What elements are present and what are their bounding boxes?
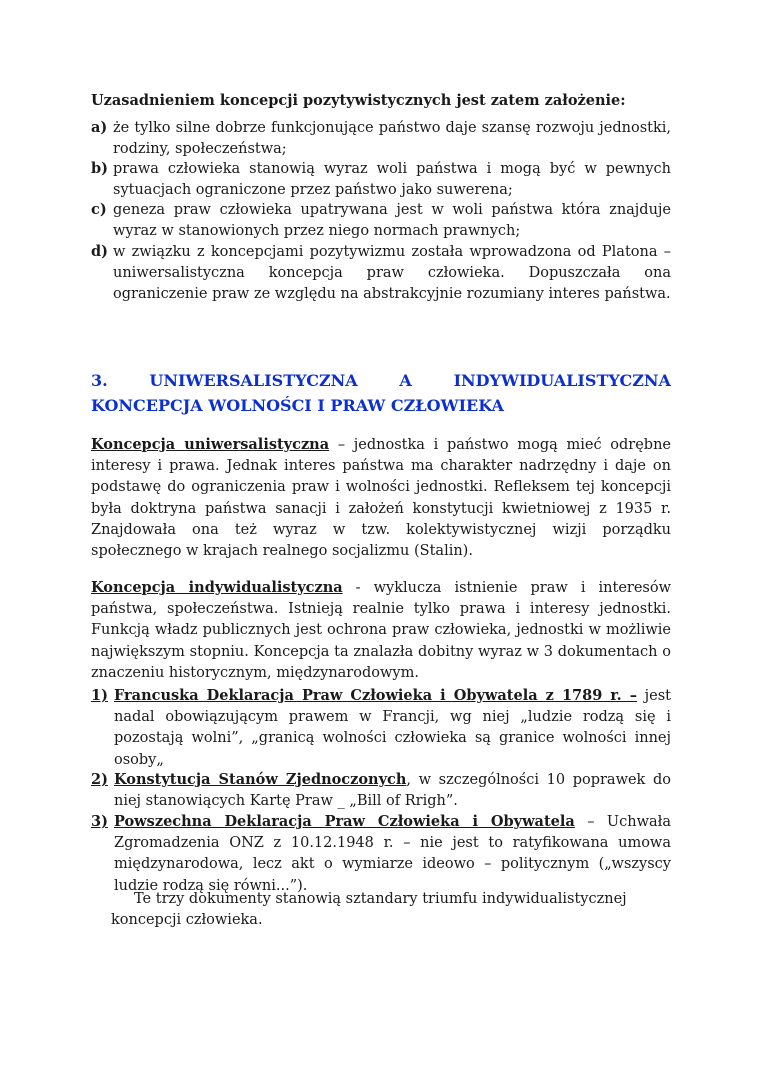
individual-text: - wyklucza istnienie praw i interesów państwa, społeczeństwa. Istnieją realnie tylko prawa i interesy jednostki. Funkcją władz publicznych jest ochrona praw człowieka, jednostki w możliwie największym stopniu. Koncepcja ta znalazła dobitny wyraz w 3 dokumentach o znaczeniu historycznym, międzynarodowym.	[91, 580, 671, 681]
option-label: a)	[91, 119, 108, 136]
item-title: Francuska Deklaracja Praw Człowieka i Obywatela z 1789 r. –	[114, 687, 638, 704]
document-item-2	[91, 769, 671, 812]
item-number: 1)	[91, 687, 108, 704]
item-number: 3)	[91, 813, 108, 830]
section-heading-line2: KONCEPCJA WOLNOŚCI I PRAW CZŁOWIEKA	[91, 396, 504, 415]
universal-paragraph	[91, 434, 671, 562]
option-b	[91, 159, 671, 201]
section-heading-line1	[91, 368, 671, 393]
item-text: , w szczególności 10 poprawek do niej stanowiących Kartę Praw _ „Bill of Rrigh”.	[114, 772, 671, 810]
heading-word: A	[399, 371, 412, 390]
section-heading	[91, 368, 671, 418]
option-label: d)	[91, 243, 108, 260]
section-number: 3.	[91, 371, 108, 390]
item-title: Powszechna Deklaracja Praw Człowieka i Obywatela	[114, 813, 575, 830]
option-c	[91, 200, 671, 242]
item-title: Konstytucja Stanów Zjednoczonych	[114, 771, 407, 788]
option-text: w związku z koncepcjami pozytywizmu została wprowadzona od Platona – uniwersalistyczna koncepcja praw człowieka. Dopuszczała ona ograniczenie praw ze względu na abstrakcyjnie rozumiany interes państwa.	[113, 244, 671, 302]
item-text: – Uchwała Zgromadzenia ONZ z 10.12.1948 r. – nie jest to ratyfikowana umowa międzynarodowa, lecz akt o wymiarze ideowo – politycznym („wszyscy ludzie rodzą się równi...”).	[114, 814, 671, 894]
item-body	[114, 811, 671, 897]
closing-paragraph	[91, 889, 671, 931]
item-text: jest nadal obowiązującym prawem w Francji, wg niej „ludzie rodzą się i pozostają wolni”, „granicą wolności człowieka są granice wolności innej osoby„	[114, 688, 671, 768]
universal-term: Koncepcja uniwersalistyczna	[91, 436, 330, 453]
document-item-3	[91, 811, 671, 897]
option-text: prawa człowieka stanowią wyraz woli państwa i mogą być w pewnych sytuacjach ograniczone przez państwo jako suwerena;	[113, 161, 671, 198]
universal-text: – jednostka i państwo mogą mieć odrębne interesy i prawa. Jednak interes państwa ma charakter nadrzędny i daje on podstawę do ograniczenia praw i wolności jednostki. Refleksem tej koncepcji była doktryna państwa sanacji i założeń konstytucji kwietniowej z 1935 r. Znajdowała ona też wyraz w tzw. kolektywistycznej wizji porządku społecznego w krajach realnego socjalizmu (Stalin).	[91, 437, 671, 560]
option-label: c)	[91, 201, 107, 218]
intro-sentence: Uzasadnieniem koncepcji pozytywistycznych jest zatem założenie:	[91, 92, 626, 109]
item-body	[114, 685, 671, 771]
document-item-1	[91, 685, 671, 771]
individual-paragraph	[91, 577, 671, 684]
option-text: geneza praw człowieka upatrywana jest w woli państwa która znajduje wyraz w stanowionych przez niego normach prawnych;	[113, 202, 671, 239]
option-a	[91, 118, 671, 160]
closing-line-2: koncepcji człowieka.	[111, 912, 263, 929]
option-d	[91, 242, 671, 304]
heading-word: INDYWIDUALISTYCZNA	[453, 371, 671, 390]
option-label: b)	[91, 160, 108, 177]
heading-word: UNIWERSALISTYCZNA	[149, 371, 358, 390]
closing-line-1: Te trzy dokumenty stanowią sztandary triumfu indywidualistycznej	[134, 891, 627, 907]
individual-term: Koncepcja indywidualistyczna	[91, 579, 343, 596]
item-body	[114, 769, 671, 812]
option-text: że tylko silne dobrze funkcjonujące państwo daje szansę rozwoju jednostki, rodziny, społeczeństwa;	[113, 120, 671, 157]
item-number: 2)	[91, 771, 108, 788]
